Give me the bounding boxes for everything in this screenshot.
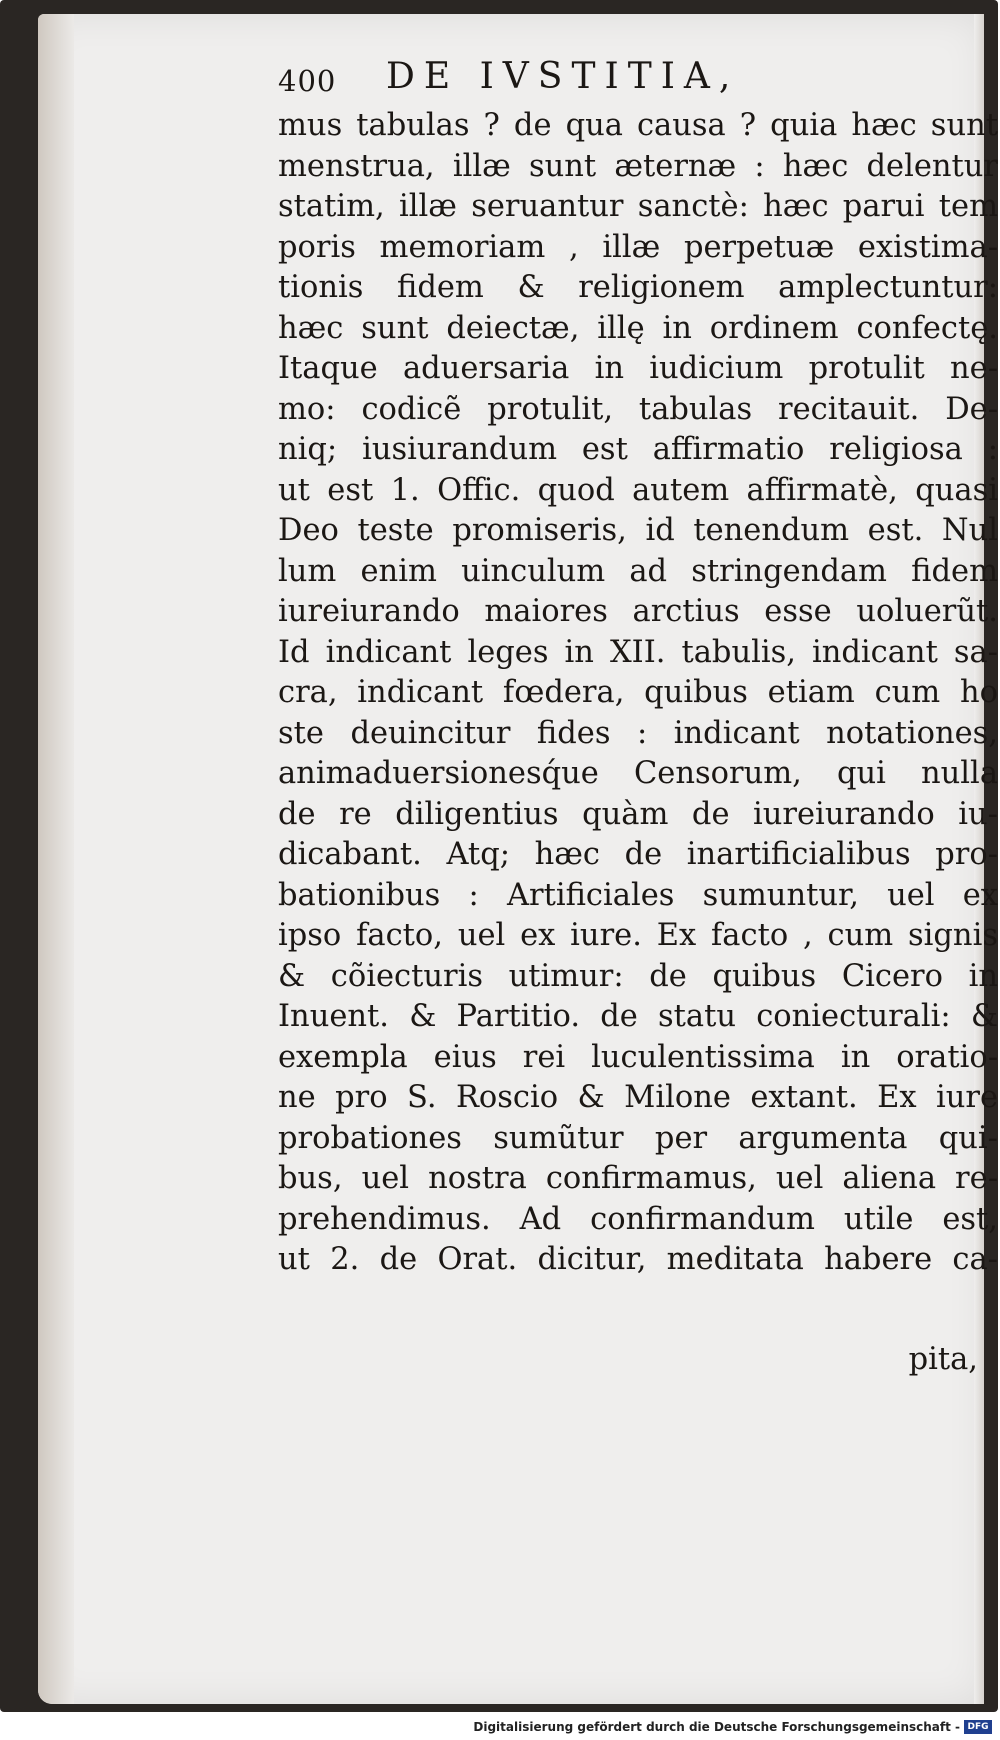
dfg-logo-icon: DFG [964, 1720, 992, 1734]
text-line: niq; iusiurandum est affirmatio religiosa : [278, 432, 998, 467]
text-line: ne pro S. Roscio & Milone extant. Ex iure [278, 1080, 998, 1115]
funding-credit: Digitalisierung gefördert durch die Deutsche Forschungsgemeinschaft - [473, 1720, 960, 1734]
text-line: dicabant. Atq; hæc de inartificialibus pro- [278, 837, 998, 872]
text-line: tionis fidem & religionem amplectuntur: [278, 270, 998, 305]
text-line: cra, indicant fœdera, quibus etiam cum ho [278, 675, 998, 710]
text-line: ste deuincitur fides : indicant notationes, [278, 715, 998, 751]
text-line: & cõiecturis utimur: de quibus Cicero in [278, 958, 998, 994]
text-line: lum enim uinculum ad stringendam fidem [278, 553, 998, 589]
page-number: 400 [278, 64, 337, 98]
text-line: ut 2. de Orat. dicitur, meditata habere ca- [278, 1242, 998, 1277]
page-gutter-shadow [38, 14, 74, 1704]
text-line: hæc sunt deiectæ, illę in ordinem confectę. [278, 310, 998, 346]
text-line: Id indicant leges in XII. tabulis, indicant sa- [278, 634, 998, 670]
text-line: Deo teste promiseris, id tenendum est. Nul [278, 513, 998, 548]
body-text [278, 106, 998, 1281]
digitization-footer [0, 1716, 1000, 1740]
text-line: animaduersionesq́ue Censorum, qui nulla [278, 756, 998, 791]
text-line: ut est 1. Offic. quod autem affirmatè, quasi [278, 472, 998, 508]
text-line: Itaque aduersaria in iudicium protulit ne- [278, 351, 998, 386]
text-line: statim, illæ seruantur sanctè: hæc parui tem [278, 189, 998, 224]
text-line: exempla eius rei luculentissima in oratio- [278, 1039, 998, 1075]
text-line: mo: codicẽ protulit, tabulas recitauit. De- [278, 391, 998, 427]
text-line: mus tabulas ? de qua causa ? quia hæc sunt [278, 108, 998, 143]
catchword: pita, [908, 1342, 978, 1377]
text-line: probationes sumũtur per argumenta qui- [278, 1120, 998, 1156]
page-header [278, 56, 838, 106]
book-page [38, 14, 998, 1704]
text-line: poris memoriam , illæ perpetuæ existima- [278, 229, 998, 265]
text-line: de re diligentius quàm de iureiurando iu- [278, 796, 998, 832]
text-line: prehendimus. Ad confirmandum utile est, [278, 1201, 998, 1237]
text-line: Inuent. & Partitio. de statu coniecturali: & [278, 999, 998, 1034]
text-line: bus, uel nostra confirmamus, uel aliena re- [278, 1161, 998, 1196]
running-head: DE IVSTITIA, [386, 56, 740, 97]
text-line: bationibus : Artificiales sumuntur, uel ex [278, 877, 998, 913]
text-line: ipso facto, uel ex iure. Ex facto , cum signis [278, 918, 998, 953]
text-line: menstrua, illæ sunt æternæ : hæc delentur [278, 148, 998, 184]
text-line: iureiurando maiores arctius esse uoluerũt. [278, 594, 998, 629]
